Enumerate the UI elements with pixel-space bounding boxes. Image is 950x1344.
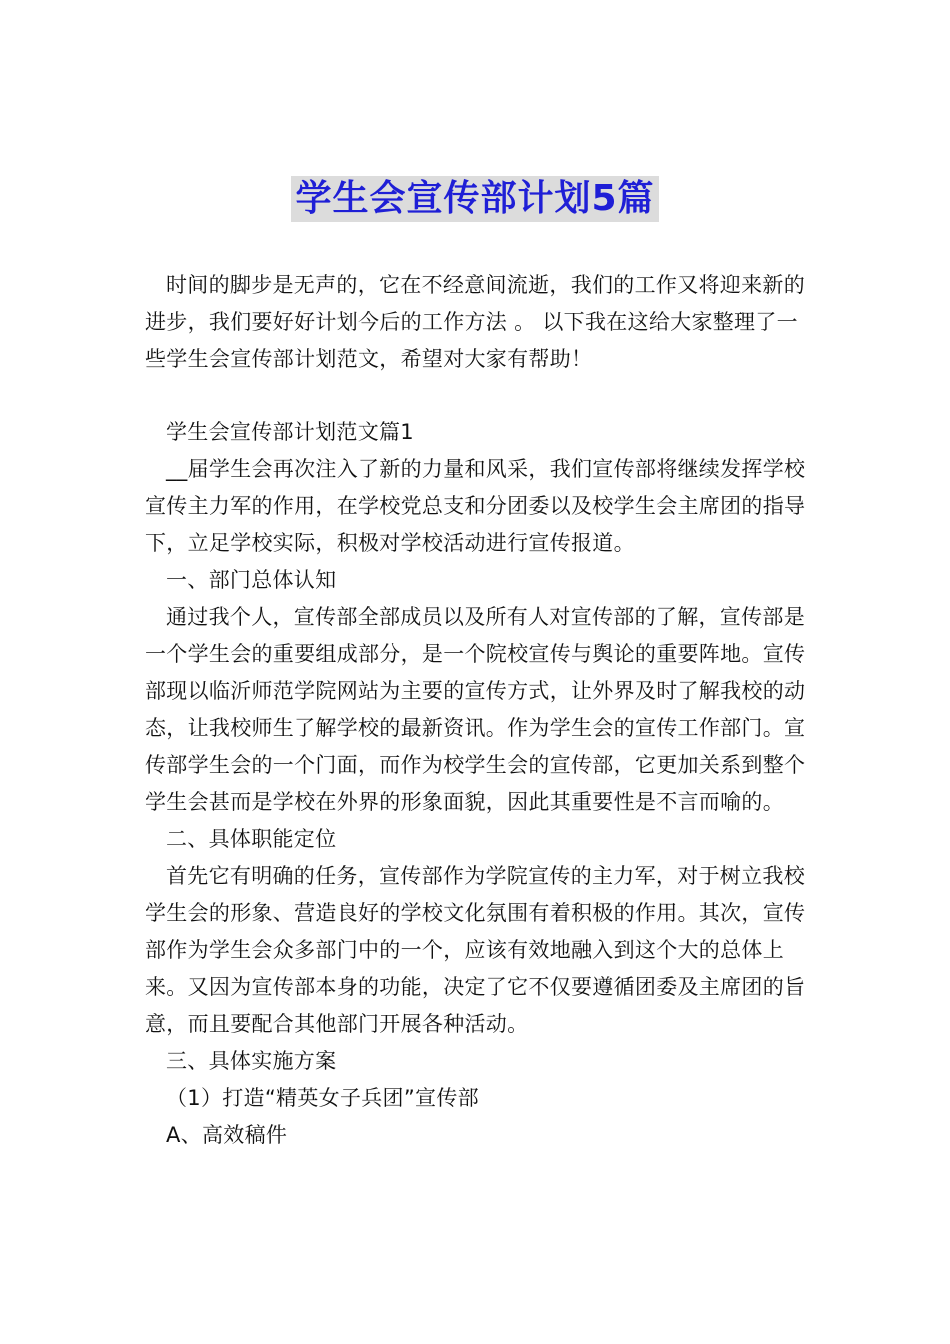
subheading-1: （1）打造“精英女子兵团”宣传部: [166, 1086, 479, 1110]
title-container: [0, 176, 950, 222]
paragraph-functions: 首先它有明确的任务，宣传部作为学院宣传的主力军，对于树立我校学生会的形象、营造良好的学校文化氛围有着积极的作用。其次，宣传部作为学生会众多部门中的一个，应该有效地融入到这个大的总体上来。又因为宣传部本身的功能，决定了它不仅要遵循团委及主席团的旨意，而且要配合其他部门开展各种活动。: [145, 864, 806, 1036]
intro-section: [145, 267, 810, 378]
subheading-a: A、高效稿件: [166, 1123, 288, 1147]
intro-paragraph: 时间的脚步是无声的，它在不经意间流逝，我们的工作又将迎来新的进步，我们要好好计划今后的工作方法 。 以下我在这给大家整理了一些学生会宣传部计划范文，希望对大家有帮助！: [145, 273, 805, 371]
section-heading-3: 三、具体实施方案: [166, 1049, 337, 1073]
document-title: 学生会宣传部计划5篇: [291, 176, 658, 222]
section-heading-2: 二、具体职能定位: [166, 827, 337, 851]
section-heading-article-1: 学生会宣传部计划范文篇1: [166, 420, 414, 444]
paragraph-department-overview: 通过我个人，宣传部全部成员以及所有人对宣传部的了解，宣传部是一个学生会的重要组成部分，是一个院校宣传与舆论的重要阵地。宣传部现以临沂师范学院网站为主要的宣传方式，让外界及时了解我校的动态，让我校师生了解学校的最新资讯。作为学生会的宣传工作部门。宣传部学生会的一个门面，而作为校学生会的宣传部，它更加关系到整个学生会甚而是学校在外界的形象面貌，因此其重要性是不言而喻的。: [145, 605, 806, 814]
section-heading-1: 一、部门总体认知: [166, 568, 337, 592]
paragraph-introduction: __届学生会再次注入了新的力量和风采，我们宣传部将继续发挥学校宣传主力军的作用，在学校党总支和分团委以及校学生会主席团的指导下，立足学校实际，积极对学校活动进行宣传报道。: [145, 457, 806, 555]
main-section: [145, 414, 810, 1154]
